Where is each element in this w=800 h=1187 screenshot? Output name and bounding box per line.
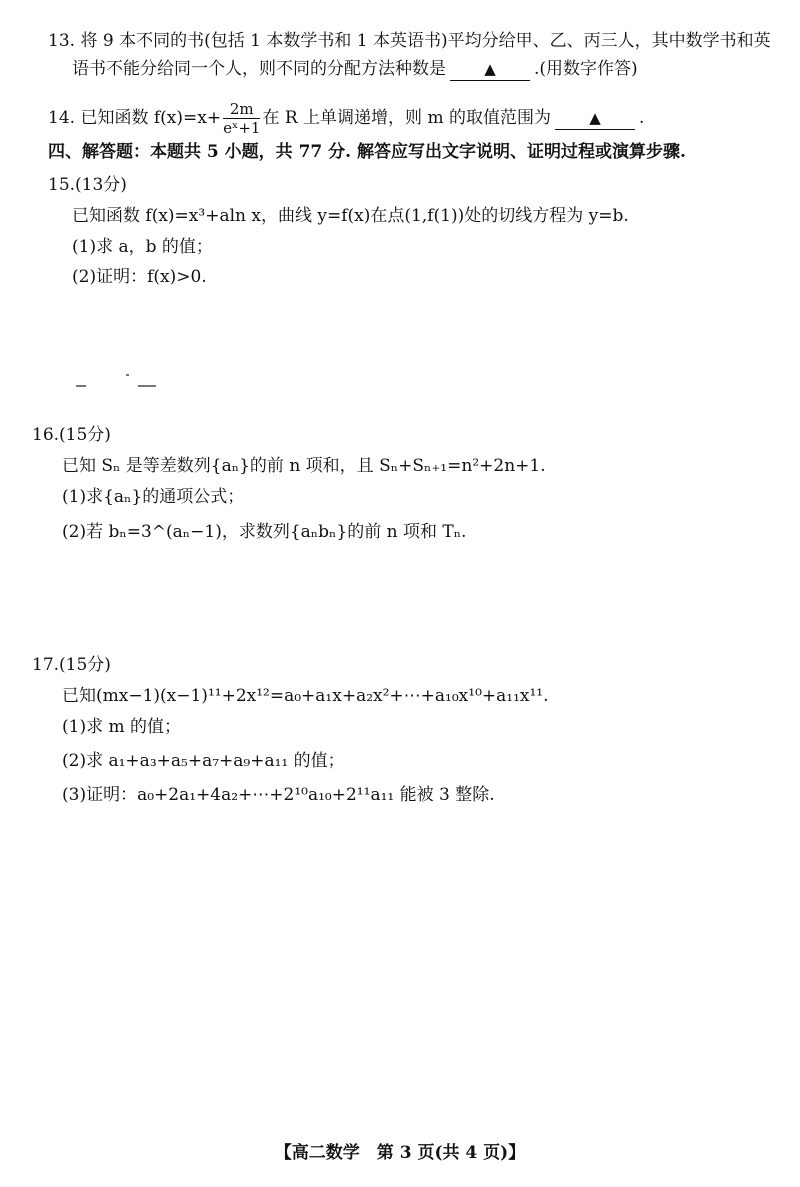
- q16-stem-text: 已知 Sₙ 是等差数列{aₙ}的前 n 项和，且 Sₙ+Sₙ₊₁=n²+2n+1.: [62, 456, 546, 476]
- q17-part1: [62, 716, 181, 738]
- q17-part1-text: (1)求 m 的值；: [62, 717, 182, 737]
- q14-text-end: .: [638, 108, 645, 128]
- q17-header: [32, 654, 111, 676]
- triangle-marker-icon: ▲: [589, 109, 601, 127]
- q16-part1-text: (1)求{aₙ}的通项公式；: [62, 487, 245, 507]
- q14-answer-blank: [555, 107, 635, 130]
- triangle-marker-icon: ▲: [484, 60, 496, 78]
- q13-answer-blank: [450, 58, 530, 81]
- q17-header-text: 17.(15分): [32, 655, 111, 675]
- q15-part1-text: (1)求 a，b 的值；: [72, 237, 213, 257]
- q14-frac-denominator: eˣ+1: [223, 119, 261, 137]
- page-footer-text: 【高二数学 第 3 页(共 4 页)】: [274, 1143, 526, 1163]
- q17-part3-text: (3)证明：a₀+2a₁+4a₂+⋯+2¹⁰a₁₀+2¹¹a₁₁ 能被 3 整除.: [62, 785, 495, 805]
- q16-part2: [62, 521, 466, 543]
- q15-header-text: 15.(13分): [48, 175, 127, 195]
- q15-header: [48, 174, 127, 196]
- q17-part2-text: (2)求 a₁+a₃+a₅+a₇+a₉+a₁₁ 的值；: [62, 751, 345, 771]
- q14-frac-numerator: 2m: [223, 100, 260, 119]
- q13-text-line1: 13. 将 9 本不同的书(包括 1 本数学书和 1 本英语书)平均分给甲、乙、丙三人，其中数学书和英: [48, 31, 771, 51]
- page-footer: [0, 1138, 800, 1163]
- q15-stem: [72, 205, 629, 227]
- scan-speck: [138, 385, 156, 387]
- q16-stem: [62, 455, 546, 477]
- q17-part2: [62, 750, 345, 772]
- q17-stem-text: 已知(mx−1)(x−1)¹¹+2x¹²=a₀+a₁x+a₂x²+⋯+a₁₀x¹⁰+a₁₁x¹¹.: [62, 686, 549, 706]
- q14-fraction: [223, 100, 260, 137]
- q16-header-text: 16.(15分): [32, 425, 111, 445]
- q15-part2: [72, 266, 207, 288]
- q13-text-line2: 语书不能分给同一个人，则不同的分配方法种数是: [72, 59, 446, 79]
- q15-part1: [72, 236, 213, 258]
- scan-speck: [126, 374, 129, 376]
- q13-line1: [48, 30, 771, 52]
- q15-stem-text: 已知函数 f(x)=x³+aln x，曲线 y=f(x)在点(1,f(1))处的切线方程为 y=b.: [72, 206, 629, 226]
- q15-part2-text: (2)证明：f(x)>0.: [72, 267, 207, 287]
- q14-line: [48, 100, 644, 137]
- section4-title-text: 四、解答题：本题共 5 小题，共 77 分. 解答应写出文字说明、证明过程或演算步骤.: [48, 142, 686, 162]
- q17-part3: [62, 784, 495, 806]
- q16-header: [32, 424, 111, 446]
- scan-speck: [76, 385, 86, 387]
- q16-part1: [62, 486, 244, 508]
- q16-part2-text: (2)若 bₙ=3^(aₙ−1)，求数列{aₙbₙ}的前 n 项和 Tₙ.: [62, 522, 467, 542]
- q14-text-post: 在 R 上单调递增，则 m 的取值范围为: [262, 108, 551, 128]
- section4-title: [48, 141, 686, 163]
- q17-stem: [62, 685, 549, 707]
- q13-text-suffix: .(用数字作答): [534, 59, 638, 79]
- q14-text-pre: 14. 已知函数 f(x)=x+: [48, 108, 222, 128]
- q13-line2: [72, 58, 638, 81]
